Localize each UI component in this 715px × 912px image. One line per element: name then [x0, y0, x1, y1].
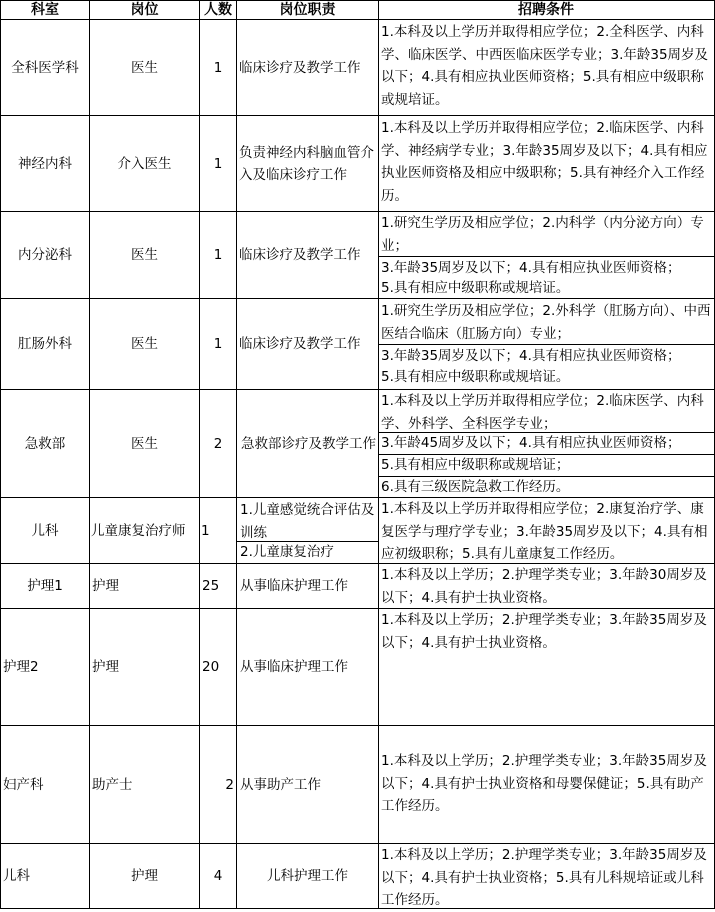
row-count: 2: [225, 776, 234, 793]
row-cond: 1.本科及以上学历；2.护理学类专业；3.年龄30周岁及以下；4.具有护士执业资格。: [381, 567, 707, 606]
row-count: 1: [213, 247, 223, 263]
row-cond: 5.具有相应中级职称或规培证；: [381, 457, 570, 473]
grid-line: [0, 389, 715, 390]
grid-line: [0, 608, 715, 609]
row-cond: 1.本科及以上学历并取得相应学位；2.临床医学、内科学、神经病学专业；3.年龄35周岁及以下；4.具有相应执业医师资格及相应中级职称；5.具有神经介入工作经历。: [381, 120, 708, 204]
grid-line: [0, 211, 715, 212]
row-post: 助产士: [92, 776, 133, 793]
row-duty: 1.儿童感觉统合评估及训练: [240, 502, 375, 541]
row-post: 介入医生: [117, 155, 172, 172]
row-count: 1: [201, 522, 210, 539]
row-duty: 从事临床护理工作: [240, 659, 348, 675]
row-cond: 6.具有三级医院急救工作经历。: [381, 479, 570, 495]
row-cond: 1.本科及以上学历并取得相应学位；2.全科医学、内科学、临床医学、中西医临床医学专业；3.年龄35周岁及以下；4.具有相应执业医师资格；5.具有相应中级职称或规培证。: [381, 24, 709, 108]
row-dept: 全科医学科: [11, 59, 79, 76]
header-dept: 科室: [31, 2, 59, 18]
grid-line: [0, 19, 715, 20]
row-dept: 妇产科: [3, 776, 44, 793]
row-post: 儿童康复治疗师: [91, 522, 186, 539]
row-cond: 3.年龄45周岁及以下；4.具有相应执业医师资格；: [381, 435, 681, 451]
grid-line: [379, 256, 715, 257]
grid-line: [0, 843, 715, 844]
row-duty: 从事助产工作: [240, 776, 321, 793]
row-count: 1: [213, 336, 223, 352]
row-dept: 内分泌科: [18, 247, 72, 263]
row-dept: 儿科: [3, 868, 30, 884]
grid-line: [236, 0, 237, 909]
grid-line: [0, 115, 715, 116]
grid-line: [0, 0, 1, 909]
row-cond: 5.具有相应中级职称或规培证。: [381, 369, 570, 385]
grid-line: [89, 0, 90, 909]
row-duty: 临床诊疗及教学工作: [239, 59, 361, 76]
row-duty: 儿科护理工作: [267, 868, 348, 884]
row-post: 护理: [131, 868, 158, 884]
grid-line: [0, 725, 715, 726]
grid-line: [379, 476, 715, 477]
row-dept: 护理1: [27, 578, 63, 594]
row-dept: 肛肠外科: [18, 336, 72, 352]
grid-line: [0, 298, 715, 299]
header-duty: 岗位职责: [279, 2, 336, 18]
row-cond: 5.具有相应中级职称或规培证。: [381, 280, 570, 296]
row-count: 2: [213, 435, 223, 452]
row-dept: 护理2: [3, 659, 39, 675]
row-count: 1: [213, 59, 223, 76]
grid-line: [0, 0, 715, 1]
row-cond: 3.年龄35周岁及以下；4.具有相应执业医师资格；: [381, 260, 681, 276]
grid-line: [378, 0, 379, 909]
row-duty: 临床诊疗及教学工作: [239, 247, 361, 263]
grid-line: [379, 454, 715, 455]
header-post: 岗位: [130, 2, 159, 18]
row-cond: 1.研究生学历及相应学位；2.内科学（内分泌方向）专业；: [381, 215, 704, 254]
row-post: 医生: [131, 247, 158, 263]
header-count: 人数: [204, 2, 232, 18]
row-dept: 儿科: [31, 522, 59, 539]
row-cond: 1.本科及以上学历；2.护理学类专业；3.年龄35周岁及以下；4.具有护士执业资格；5.具有儿科规培证或儿科工作经历。: [381, 847, 707, 909]
grid-line: [237, 541, 379, 542]
row-duty: 急救部诊疗及教学工作: [241, 435, 376, 452]
header-cond: 招聘条件: [518, 2, 574, 18]
row-cond: 1.研究生学历及相应学位；2.外科学（肛肠方向）、中西医结合临床（肛肠方向）专业；: [381, 303, 711, 342]
row-count: 25: [202, 578, 220, 594]
grid-line: [379, 432, 715, 433]
row-cond: 1.本科及以上学历并取得相应学位；2.临床医学、内科学、外科学、全科医学专业；: [381, 393, 704, 432]
row-cond: 1.本科及以上学历并取得相应学位；2.康复治疗学、康复医学与理疗学专业；3.年龄35周岁及以下；4.具有相应初级职称；5.具有儿童康复工作经历。: [381, 501, 708, 563]
row-duty: 临床诊疗及教学工作: [239, 336, 361, 352]
row-post: 医生: [131, 59, 158, 76]
grid-line: [199, 0, 200, 909]
grid-line: [0, 563, 715, 564]
row-cond: 3.年龄35周岁及以下；4.具有相应执业医师资格；: [381, 348, 681, 364]
grid-line: [379, 344, 715, 345]
row-post: 护理: [92, 659, 119, 675]
row-dept: 急救部: [24, 435, 66, 452]
row-cond: 1.本科及以上学历；2.护理学类专业；3.年龄35周岁及以下；4.具有护士执业资格和母婴保健证；5.具有助产工作经历。: [381, 753, 707, 815]
row-duty: 负责神经内科脑血管介入及临床诊疗工作: [239, 144, 374, 183]
row-count: 1: [213, 155, 223, 172]
row-post: 医生: [131, 336, 158, 352]
row-count: 4: [213, 868, 223, 884]
row-post: 护理: [92, 578, 119, 594]
grid-line: [0, 497, 715, 498]
row-duty: 2.儿童康复治疗: [240, 544, 334, 560]
row-post: 医生: [131, 435, 158, 452]
row-duty: 从事临床护理工作: [240, 578, 348, 594]
row-count: 20: [202, 659, 220, 675]
row-dept: 神经内科: [18, 155, 72, 172]
row-cond: 1.本科及以上学历；2.护理学类专业；3.年龄35周岁及以下；4.具有护士执业资格。: [381, 612, 707, 651]
